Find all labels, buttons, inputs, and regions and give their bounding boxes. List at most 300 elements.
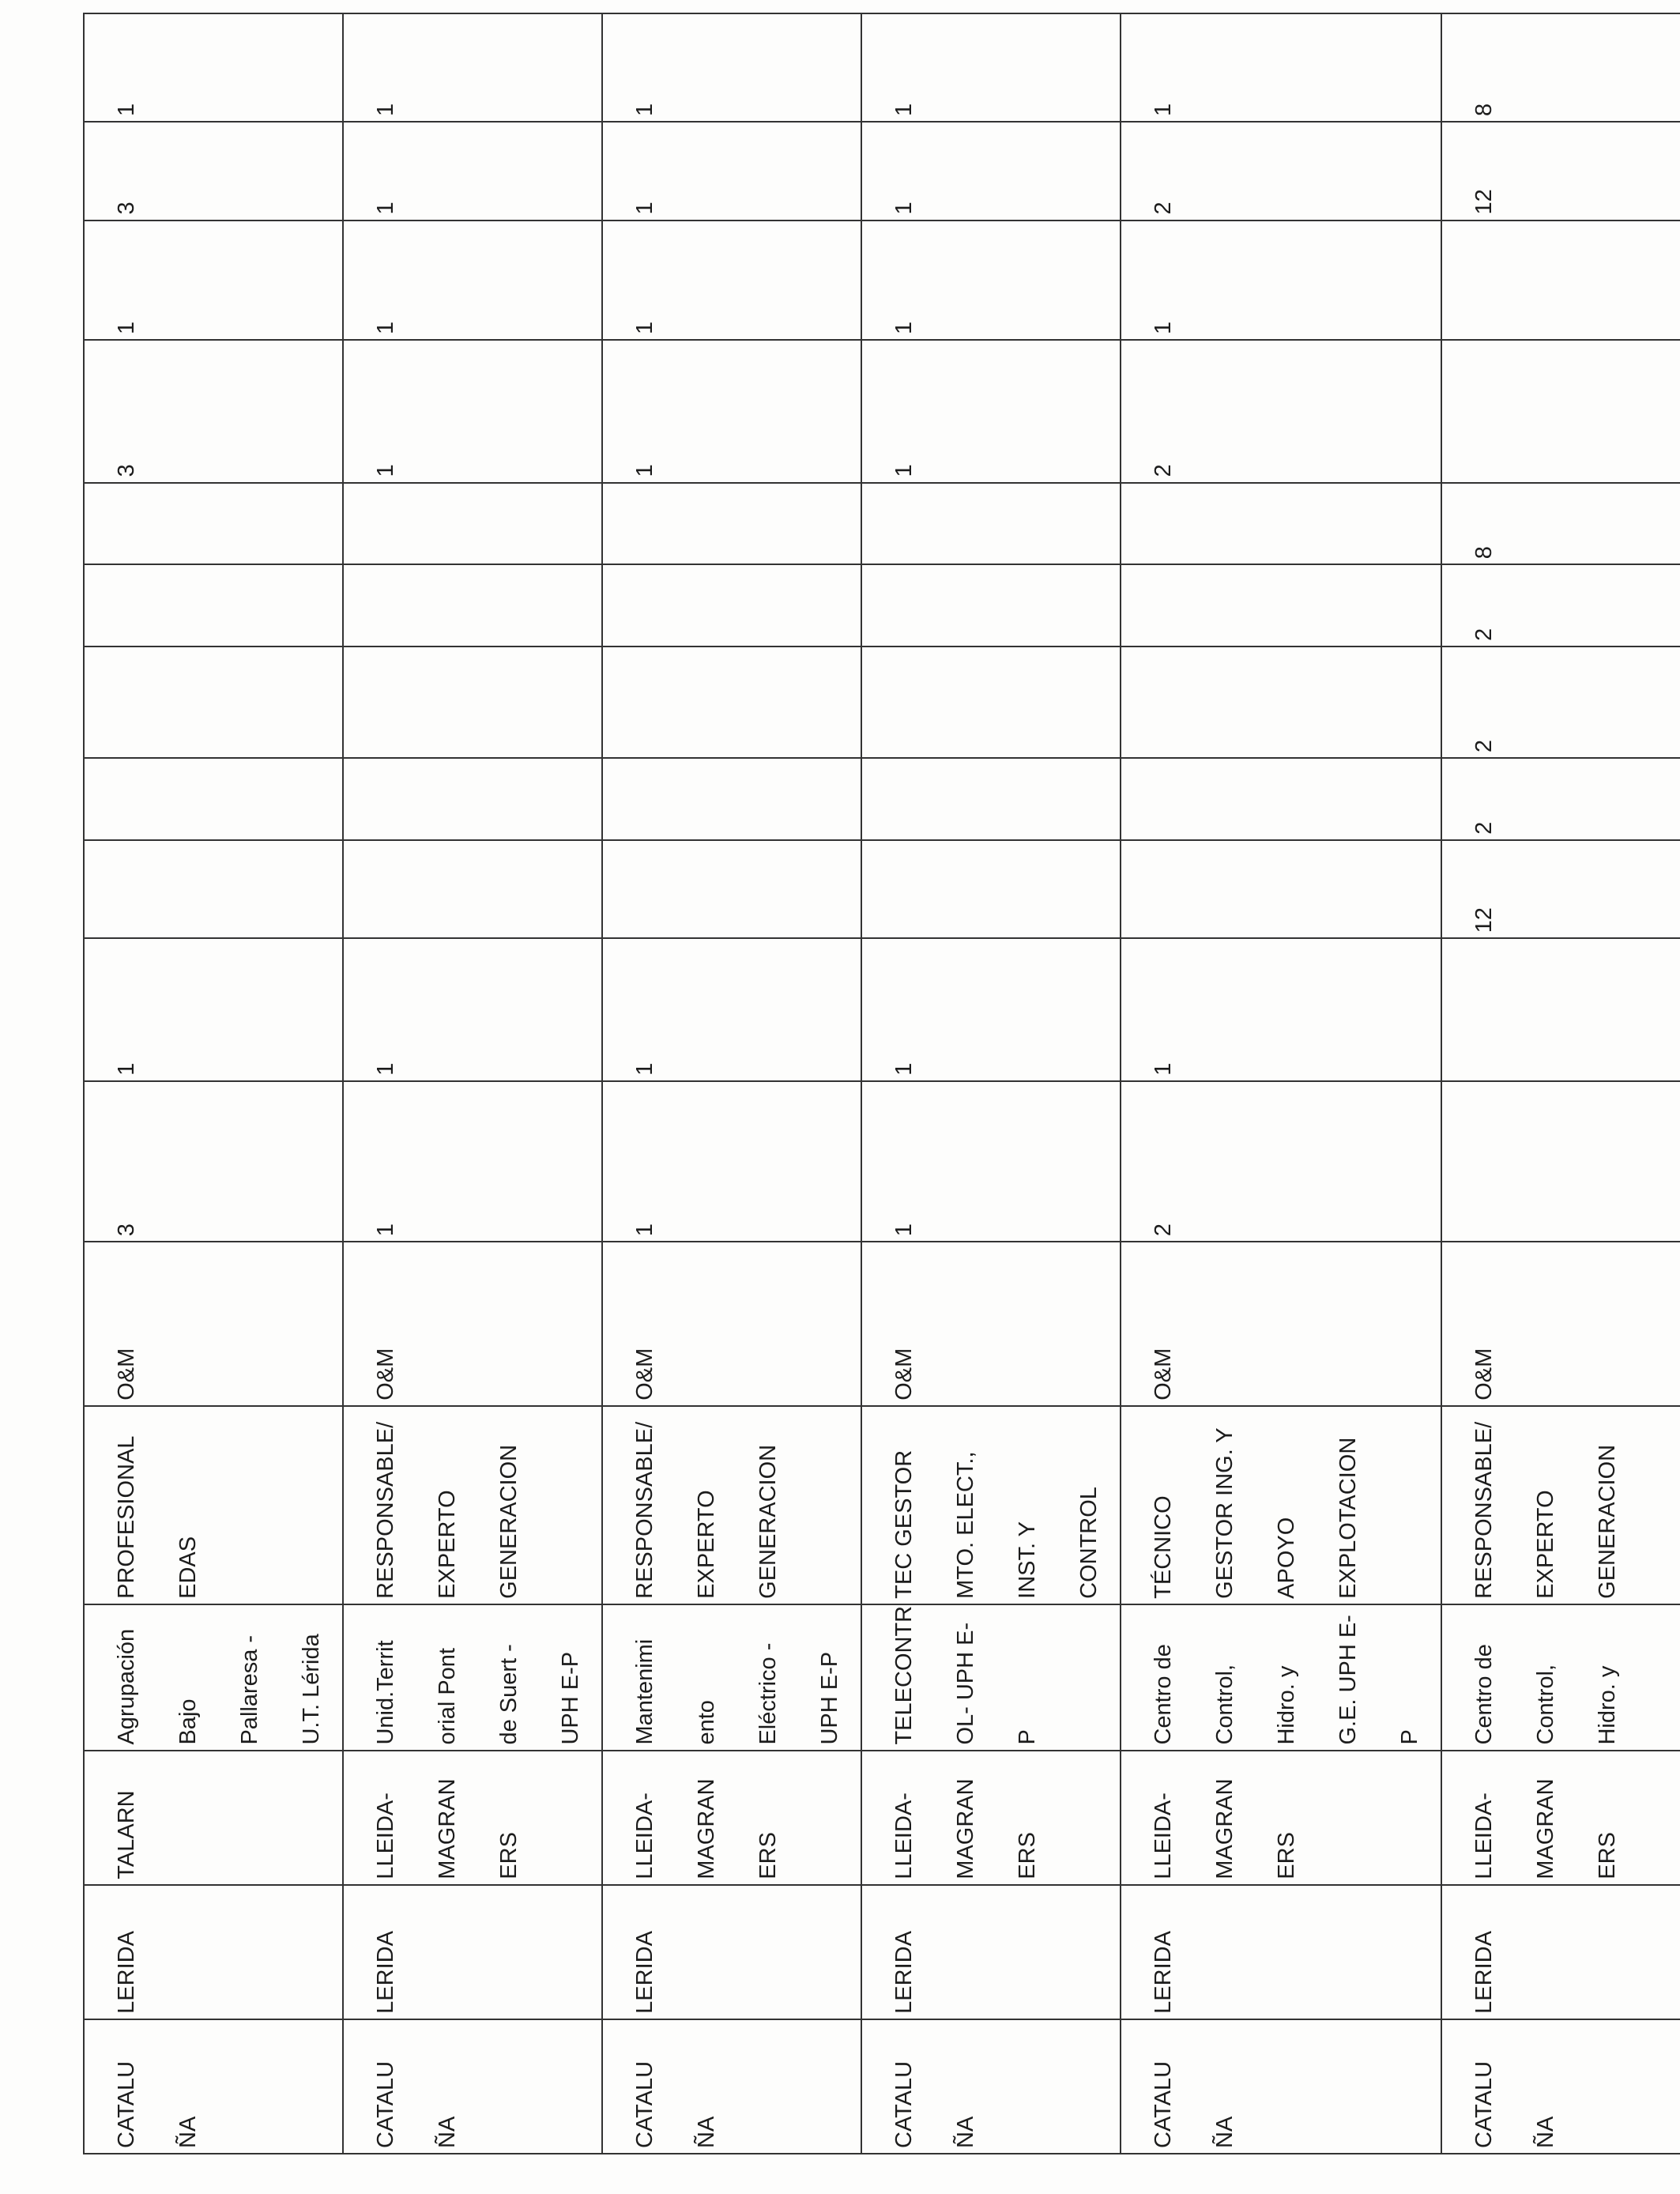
table-cell xyxy=(1441,1081,1680,1242)
table-cell xyxy=(84,1406,343,1604)
table-cell xyxy=(1121,1406,1441,1604)
cell-text xyxy=(1121,841,1132,938)
cell-text xyxy=(603,1605,861,1750)
cell-text xyxy=(1121,1751,1317,1884)
cell-line: Control, xyxy=(1533,1664,1558,1745)
table-cell xyxy=(84,840,343,939)
table-cell xyxy=(602,483,861,565)
cell-line: 2 xyxy=(1151,464,1176,477)
table-cell xyxy=(343,122,602,221)
table-cell xyxy=(1121,340,1441,483)
table-row xyxy=(861,13,1121,2154)
cell-line: RESPONSABLE/ xyxy=(373,1421,398,1599)
cell-text xyxy=(603,1886,676,2019)
table-cell xyxy=(602,340,861,483)
table-cell xyxy=(602,122,861,221)
cell-line: Bajo xyxy=(175,1698,201,1745)
cell-line: O&M xyxy=(632,1348,657,1400)
cell-line: CATALU xyxy=(1471,2060,1497,2148)
cell-text xyxy=(862,2020,996,2153)
cell-line: ÑA xyxy=(435,2116,460,2148)
cell-line: LLEIDA- xyxy=(373,1793,398,1879)
cell-text xyxy=(1121,484,1132,564)
table-cell xyxy=(84,758,343,840)
cell-text xyxy=(603,759,614,839)
cell-text xyxy=(1442,221,1453,339)
table-cell xyxy=(84,13,343,122)
cell-text xyxy=(1442,484,1515,564)
cell-line: 1 xyxy=(373,464,398,477)
cell-text xyxy=(85,841,96,938)
cell-text xyxy=(1121,2020,1256,2153)
table-cell xyxy=(1441,221,1680,340)
table-cell xyxy=(343,221,602,340)
cell-text xyxy=(1121,1605,1441,1750)
cell-line: Agrupación xyxy=(114,1628,139,1745)
cell-text xyxy=(603,565,614,646)
cell-line: 1 xyxy=(891,464,917,477)
cell-line: GESTOR ING. Y xyxy=(1212,1427,1237,1599)
staffing-table xyxy=(83,13,1680,2154)
cell-text xyxy=(344,1605,601,1750)
table-cell xyxy=(1121,1604,1441,1751)
cell-line: Eléctrico - xyxy=(755,1642,781,1745)
cell-line: MAGRAN xyxy=(694,1778,719,1879)
table-cell xyxy=(861,1751,1121,1885)
cell-line: 1 xyxy=(1151,103,1176,117)
cell-line: APOYO xyxy=(1274,1517,1299,1599)
cell-line: 3 xyxy=(114,1223,139,1237)
cell-text xyxy=(1121,1886,1194,2019)
cell-line: ERS xyxy=(1015,1832,1040,1879)
cell-text xyxy=(344,341,416,482)
cell-line: LLEIDA- xyxy=(1471,1793,1497,1879)
cell-text xyxy=(862,939,935,1080)
table-cell xyxy=(343,1751,602,1885)
cell-text xyxy=(862,14,935,121)
table-cell xyxy=(602,1406,861,1604)
table-cell xyxy=(1121,1751,1441,1885)
cell-text xyxy=(344,221,416,339)
cell-text xyxy=(603,647,614,757)
table-cell xyxy=(343,1081,602,1242)
table-cell xyxy=(84,340,343,483)
table-cell xyxy=(343,1885,602,2019)
cell-line: Unid.Territ xyxy=(373,1640,398,1745)
cell-text xyxy=(85,2020,219,2153)
table-cell xyxy=(84,221,343,340)
cell-text xyxy=(1442,841,1515,938)
table-cell xyxy=(1441,1751,1680,1885)
cell-line: 1 xyxy=(891,202,917,215)
cell-text xyxy=(1121,1242,1194,1405)
cell-line: 1 xyxy=(632,1223,657,1237)
table-cell xyxy=(84,938,343,1081)
cell-text xyxy=(862,565,873,646)
table-cell xyxy=(602,1081,861,1242)
cell-text xyxy=(603,1082,676,1241)
table-cell xyxy=(1441,1242,1680,1406)
cell-line: GENERACION xyxy=(755,1444,781,1599)
cell-text xyxy=(1442,647,1515,757)
cell-line: TEC GESTOR xyxy=(891,1449,917,1599)
table-cell xyxy=(1441,938,1680,1081)
cell-line: LERIDA xyxy=(632,1931,657,2014)
table-cell xyxy=(861,122,1121,221)
table-cell xyxy=(861,758,1121,840)
table-cell xyxy=(1121,840,1441,939)
table-cell xyxy=(861,1604,1121,1751)
cell-line: 1 xyxy=(373,321,398,335)
cell-line: 12 xyxy=(1471,189,1497,215)
cell-text xyxy=(85,759,96,839)
cell-text xyxy=(1442,2020,1576,2153)
cell-text xyxy=(603,841,614,938)
cell-text xyxy=(344,14,416,121)
cell-line: O&M xyxy=(373,1348,398,1400)
cell-line: CATALU xyxy=(891,2060,917,2148)
cell-line: OL- UPH E- xyxy=(953,1622,978,1745)
table-cell xyxy=(861,647,1121,758)
table-cell xyxy=(343,938,602,1081)
cell-line: EXPERTO xyxy=(694,1490,719,1599)
table-cell xyxy=(602,2019,861,2154)
cell-text xyxy=(603,2020,737,2153)
table-cell xyxy=(861,840,1121,939)
table-cell xyxy=(602,1242,861,1406)
cell-line: 1 xyxy=(632,1062,657,1076)
cell-line: 1 xyxy=(632,202,657,215)
cell-text xyxy=(344,1082,416,1241)
table-cell xyxy=(1441,1406,1680,1604)
table-cell xyxy=(602,938,861,1081)
table-cell xyxy=(1441,564,1680,647)
cell-line: Mantenimi xyxy=(632,1638,657,1745)
cell-text xyxy=(1121,759,1132,839)
cell-text xyxy=(862,1751,1058,1884)
cell-text xyxy=(1442,1407,1638,1604)
table-cell xyxy=(1441,122,1680,221)
cell-line: 2 xyxy=(1151,1223,1176,1237)
cell-text xyxy=(1442,341,1453,482)
table-cell xyxy=(861,13,1121,122)
cell-line: TALARN xyxy=(114,1790,139,1879)
cell-line: 1 xyxy=(1151,321,1176,335)
cell-text xyxy=(85,1751,157,1884)
cell-line: 2 xyxy=(1471,628,1497,642)
table-cell xyxy=(1441,1604,1680,1751)
cell-line: ÑA xyxy=(1533,2116,1558,2148)
table-cell xyxy=(861,564,1121,647)
table-cell xyxy=(861,1885,1121,2019)
cell-text xyxy=(1442,1082,1453,1241)
cell-text xyxy=(862,759,873,839)
cell-text xyxy=(1442,123,1515,220)
cell-text xyxy=(1442,1751,1638,1884)
table-row xyxy=(84,13,343,2154)
cell-line: P xyxy=(1397,1729,1422,1745)
cell-line: G.E. UPH E- xyxy=(1335,1615,1361,1745)
table-cell xyxy=(861,938,1121,1081)
cell-line: 8 xyxy=(1471,546,1497,560)
cell-text xyxy=(344,759,355,839)
table-cell xyxy=(84,483,343,565)
cell-text xyxy=(1442,759,1515,839)
cell-text xyxy=(85,1082,157,1241)
cell-line: ento xyxy=(694,1700,719,1745)
cell-line: LERIDA xyxy=(1471,1931,1497,2014)
cell-line: 1 xyxy=(114,321,139,335)
cell-line: ÑA xyxy=(694,2116,719,2148)
table-cell xyxy=(1121,758,1441,840)
table-cell xyxy=(343,13,602,122)
table-cell xyxy=(861,483,1121,565)
cell-text xyxy=(862,1082,935,1241)
table-cell xyxy=(84,1604,343,1751)
table-cell xyxy=(1121,1885,1441,2019)
cell-text xyxy=(1442,565,1515,646)
cell-text xyxy=(862,341,935,482)
cell-text xyxy=(862,1407,1120,1604)
table-cell xyxy=(602,564,861,647)
cell-line: 1 xyxy=(632,103,657,117)
cell-line: RESPONSABLE/ xyxy=(1471,1421,1497,1599)
table-cell xyxy=(343,483,602,565)
table-cell xyxy=(1441,340,1680,483)
table-cell xyxy=(861,2019,1121,2154)
cell-line: MTO. ELECT., xyxy=(953,1451,978,1599)
cell-line: orial Pont xyxy=(435,1648,460,1745)
table-body xyxy=(84,13,1680,2154)
cell-text xyxy=(603,1407,799,1604)
cell-line: 12 xyxy=(1471,907,1497,933)
cell-line: 1 xyxy=(373,1062,398,1076)
cell-line: ERS xyxy=(496,1832,522,1879)
cell-line: 1 xyxy=(891,321,917,335)
cell-line: LERIDA xyxy=(891,1931,917,2014)
cell-line: Control, xyxy=(1212,1664,1237,1745)
cell-line: 1 xyxy=(891,1062,917,1076)
table-cell xyxy=(602,1885,861,2019)
table-cell xyxy=(343,1604,602,1751)
cell-line: 1 xyxy=(373,103,398,117)
cell-text xyxy=(1121,647,1132,757)
table-cell xyxy=(84,122,343,221)
cell-line: 1 xyxy=(373,202,398,215)
cell-text xyxy=(85,14,157,121)
cell-line: O&M xyxy=(1471,1348,1497,1400)
cell-line: ÑA xyxy=(175,2116,201,2148)
cell-text xyxy=(85,1242,157,1405)
table-cell xyxy=(1121,122,1441,221)
table-cell xyxy=(602,13,861,122)
table-cell xyxy=(343,840,602,939)
table-cell xyxy=(84,1081,343,1242)
table-cell xyxy=(343,2019,602,2154)
cell-line: CATALU xyxy=(373,2060,398,2148)
table-cell xyxy=(1121,647,1441,758)
table-row xyxy=(602,13,861,2154)
table-cell xyxy=(861,1242,1121,1406)
cell-text xyxy=(344,1407,540,1604)
cell-text xyxy=(85,565,96,646)
cell-line: ÑA xyxy=(1212,2116,1237,2148)
table-cell xyxy=(1121,2019,1441,2154)
cell-line: O&M xyxy=(114,1348,139,1400)
cell-line: ERS xyxy=(1274,1832,1299,1879)
cell-line: EXPERTO xyxy=(435,1490,460,1599)
cell-line: CATALU xyxy=(632,2060,657,2148)
table-cell xyxy=(1121,13,1441,122)
cell-line: 1 xyxy=(632,464,657,477)
cell-text xyxy=(1442,1242,1515,1405)
cell-line: 1 xyxy=(891,103,917,117)
cell-line: GENERACION xyxy=(496,1444,522,1599)
cell-line: 1 xyxy=(891,1223,917,1237)
table-row xyxy=(343,13,602,2154)
cell-text xyxy=(344,1751,540,1884)
table-cell xyxy=(84,1885,343,2019)
cell-line: EXPLOTACION xyxy=(1335,1437,1361,1599)
table-cell xyxy=(861,1406,1121,1604)
cell-text xyxy=(344,939,416,1080)
table-cell xyxy=(343,758,602,840)
cell-line: EDAS xyxy=(175,1536,201,1599)
cell-text xyxy=(85,484,96,564)
cell-text xyxy=(603,123,676,220)
table-cell xyxy=(602,1604,861,1751)
cell-text xyxy=(344,2020,478,2153)
table-row xyxy=(1441,13,1680,2154)
cell-line: ERS xyxy=(1595,1832,1620,1879)
table-row xyxy=(1121,13,1441,2154)
cell-line: Pallaresa - xyxy=(237,1634,262,1745)
cell-text xyxy=(1121,1082,1194,1241)
table-cell xyxy=(1441,2019,1680,2154)
cell-text xyxy=(85,123,157,220)
cell-line: P xyxy=(1015,1729,1040,1745)
cell-line: U.T. Lérida xyxy=(299,1634,324,1745)
table-cell xyxy=(1121,564,1441,647)
cell-text xyxy=(1121,939,1194,1080)
cell-line: CATALU xyxy=(1151,2060,1176,2148)
cell-line: 1 xyxy=(632,321,657,335)
table-cell xyxy=(861,1081,1121,1242)
cell-line: LLEIDA- xyxy=(632,1793,657,1879)
cell-text xyxy=(1121,123,1194,220)
cell-line: INST. Y xyxy=(1015,1521,1040,1599)
cell-text xyxy=(1121,14,1194,121)
cell-text xyxy=(862,647,873,757)
cell-line: MAGRAN xyxy=(435,1778,460,1879)
cell-text xyxy=(862,1242,935,1405)
cell-line: O&M xyxy=(1151,1348,1176,1400)
cell-text xyxy=(1442,1886,1515,2019)
cell-line: RESPONSABLE/ xyxy=(632,1421,657,1599)
cell-line: Hidro. y xyxy=(1595,1665,1620,1745)
cell-line: de Suert - xyxy=(496,1644,522,1745)
cell-line: TÉCNICO xyxy=(1151,1495,1176,1599)
cell-line: 3 xyxy=(114,464,139,477)
cell-text xyxy=(85,1886,157,2019)
cell-line: 1 xyxy=(1151,1062,1176,1076)
cell-text xyxy=(344,1886,416,2019)
cell-line: 1 xyxy=(114,1062,139,1076)
cell-line: EXPERTO xyxy=(1533,1490,1558,1599)
cell-line: 2 xyxy=(1151,202,1176,215)
cell-text xyxy=(862,841,873,938)
table-cell xyxy=(343,1406,602,1604)
cell-line: 2 xyxy=(1471,821,1497,835)
cell-text xyxy=(1121,1407,1379,1604)
cell-line: CATALU xyxy=(114,2060,139,2148)
cell-text xyxy=(1442,14,1515,121)
cell-line: PROFESIONAL xyxy=(114,1435,139,1599)
table-cell xyxy=(1441,13,1680,122)
cell-line: TELECONTR xyxy=(891,1605,917,1745)
cell-line: LLEIDA- xyxy=(1151,1793,1176,1879)
table-cell xyxy=(1441,758,1680,840)
cell-text xyxy=(85,341,157,482)
table-cell xyxy=(861,221,1121,340)
table-cell xyxy=(1441,647,1680,758)
table-cell xyxy=(343,1242,602,1406)
cell-line: Centro de xyxy=(1471,1644,1497,1745)
cell-text xyxy=(603,14,676,121)
table-cell xyxy=(602,758,861,840)
cell-line: UPH E-P xyxy=(558,1651,583,1745)
cell-text xyxy=(85,221,157,339)
cell-line: ÑA xyxy=(953,2116,978,2148)
cell-line: GENERACION xyxy=(1595,1444,1620,1599)
cell-line: ERS xyxy=(755,1832,781,1879)
cell-text xyxy=(344,1242,416,1405)
table-cell xyxy=(1441,840,1680,939)
cell-text xyxy=(603,484,614,564)
cell-line: 1 xyxy=(373,1223,398,1237)
cell-text xyxy=(344,647,355,757)
cell-text xyxy=(85,1605,342,1750)
cell-line: MAGRAN xyxy=(1533,1778,1558,1879)
table-cell xyxy=(1121,221,1441,340)
cell-line: 1 xyxy=(114,103,139,117)
cell-line: MAGRAN xyxy=(953,1778,978,1879)
cell-text xyxy=(1442,939,1453,1080)
cell-text xyxy=(862,484,873,564)
cell-line: O&M xyxy=(891,1348,917,1400)
table-cell xyxy=(602,221,861,340)
cell-text xyxy=(85,939,157,1080)
table-cell xyxy=(602,840,861,939)
cell-text xyxy=(862,123,935,220)
cell-text xyxy=(1121,565,1132,646)
cell-text xyxy=(862,1886,935,2019)
table-cell xyxy=(1121,938,1441,1081)
table-cell xyxy=(1121,483,1441,565)
cell-text xyxy=(603,1242,676,1405)
cell-text xyxy=(344,565,355,646)
cell-text xyxy=(1121,221,1194,339)
cell-text xyxy=(603,1751,799,1884)
cell-text xyxy=(344,484,355,564)
cell-text xyxy=(85,647,96,757)
cell-line: 2 xyxy=(1471,740,1497,753)
cell-line: LERIDA xyxy=(1151,1931,1176,2014)
table-cell xyxy=(861,340,1121,483)
cell-text xyxy=(862,1605,1058,1750)
cell-line: UPH E-P xyxy=(817,1651,842,1745)
table-cell xyxy=(84,647,343,758)
